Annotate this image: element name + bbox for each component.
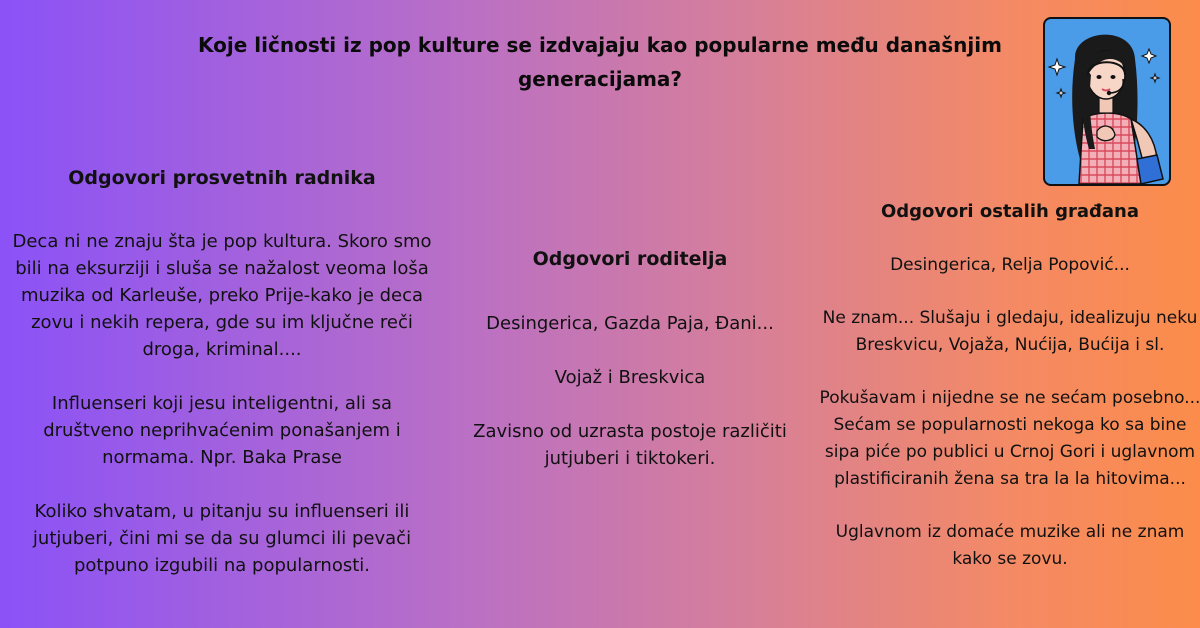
column-teachers bbox=[6, 164, 438, 579]
answer-paragraph: Ne znam... Slušaju i gledaju, idealizuju neku Breskvicu, Vojaža, Nućija, Bućija i sl. bbox=[822, 308, 1198, 355]
answer-paragraph: Zavisno od uzrasta postoje različiti jutjuberi i tiktokeri. bbox=[473, 421, 787, 469]
answer-paragraph: Uglavnom iz domaće muzike ali ne znam kako se zovu. bbox=[835, 522, 1185, 569]
answer-paragraph: Influenseri koji jesu inteligentni, ali sa društveno neprihvaćenim ponašanjem i normama. Npr. Baka Prase bbox=[43, 393, 401, 468]
column-citizens bbox=[815, 198, 1200, 573]
column-parents bbox=[450, 245, 810, 472]
column-heading: Odgovori prosvetnih radnika bbox=[68, 167, 376, 189]
column-heading: Odgovori roditelja bbox=[532, 248, 728, 270]
answer-paragraph: Desingerica, Gazda Paja, Đani... bbox=[486, 313, 774, 334]
page-title: Koje ličnosti iz pop kulture se izdvajaju kao popularne među današnjim generacijama? bbox=[198, 33, 1002, 91]
answer-paragraph: Pokušavam i nijedne se ne sećam posebno... Sećam se popularnosti nekoga ko sa bine sipa piće po publici u Crnoj Gori i uglavnom plastificiranih žena sa tra la la hitovima... bbox=[819, 388, 1200, 489]
answer-paragraph: Koliko shvatam, u pitanju su influenseri ili jutjuberi, čini mi se da su glumci ili pevači potpuno izgubili na popularnosti. bbox=[32, 501, 412, 576]
answer-paragraph: Deca ni ne znaju šta je pop kultura. Skoro smo bili na eksurziji i sluša se nažalost veoma loša muzika od Karleuše, preko Prije-kako je deca zovu i nekih repera, gde su im ključne reči droga, kriminal.... bbox=[12, 231, 432, 360]
column-heading: Odgovori ostalih građana bbox=[880, 201, 1139, 222]
answer-paragraph: Desingerica, Relja Popović... bbox=[890, 255, 1130, 275]
woman-with-headset-icon bbox=[1045, 19, 1169, 184]
avatar-illustration bbox=[1043, 17, 1171, 186]
answer-paragraph: Vojaž i Breskvica bbox=[554, 367, 706, 388]
